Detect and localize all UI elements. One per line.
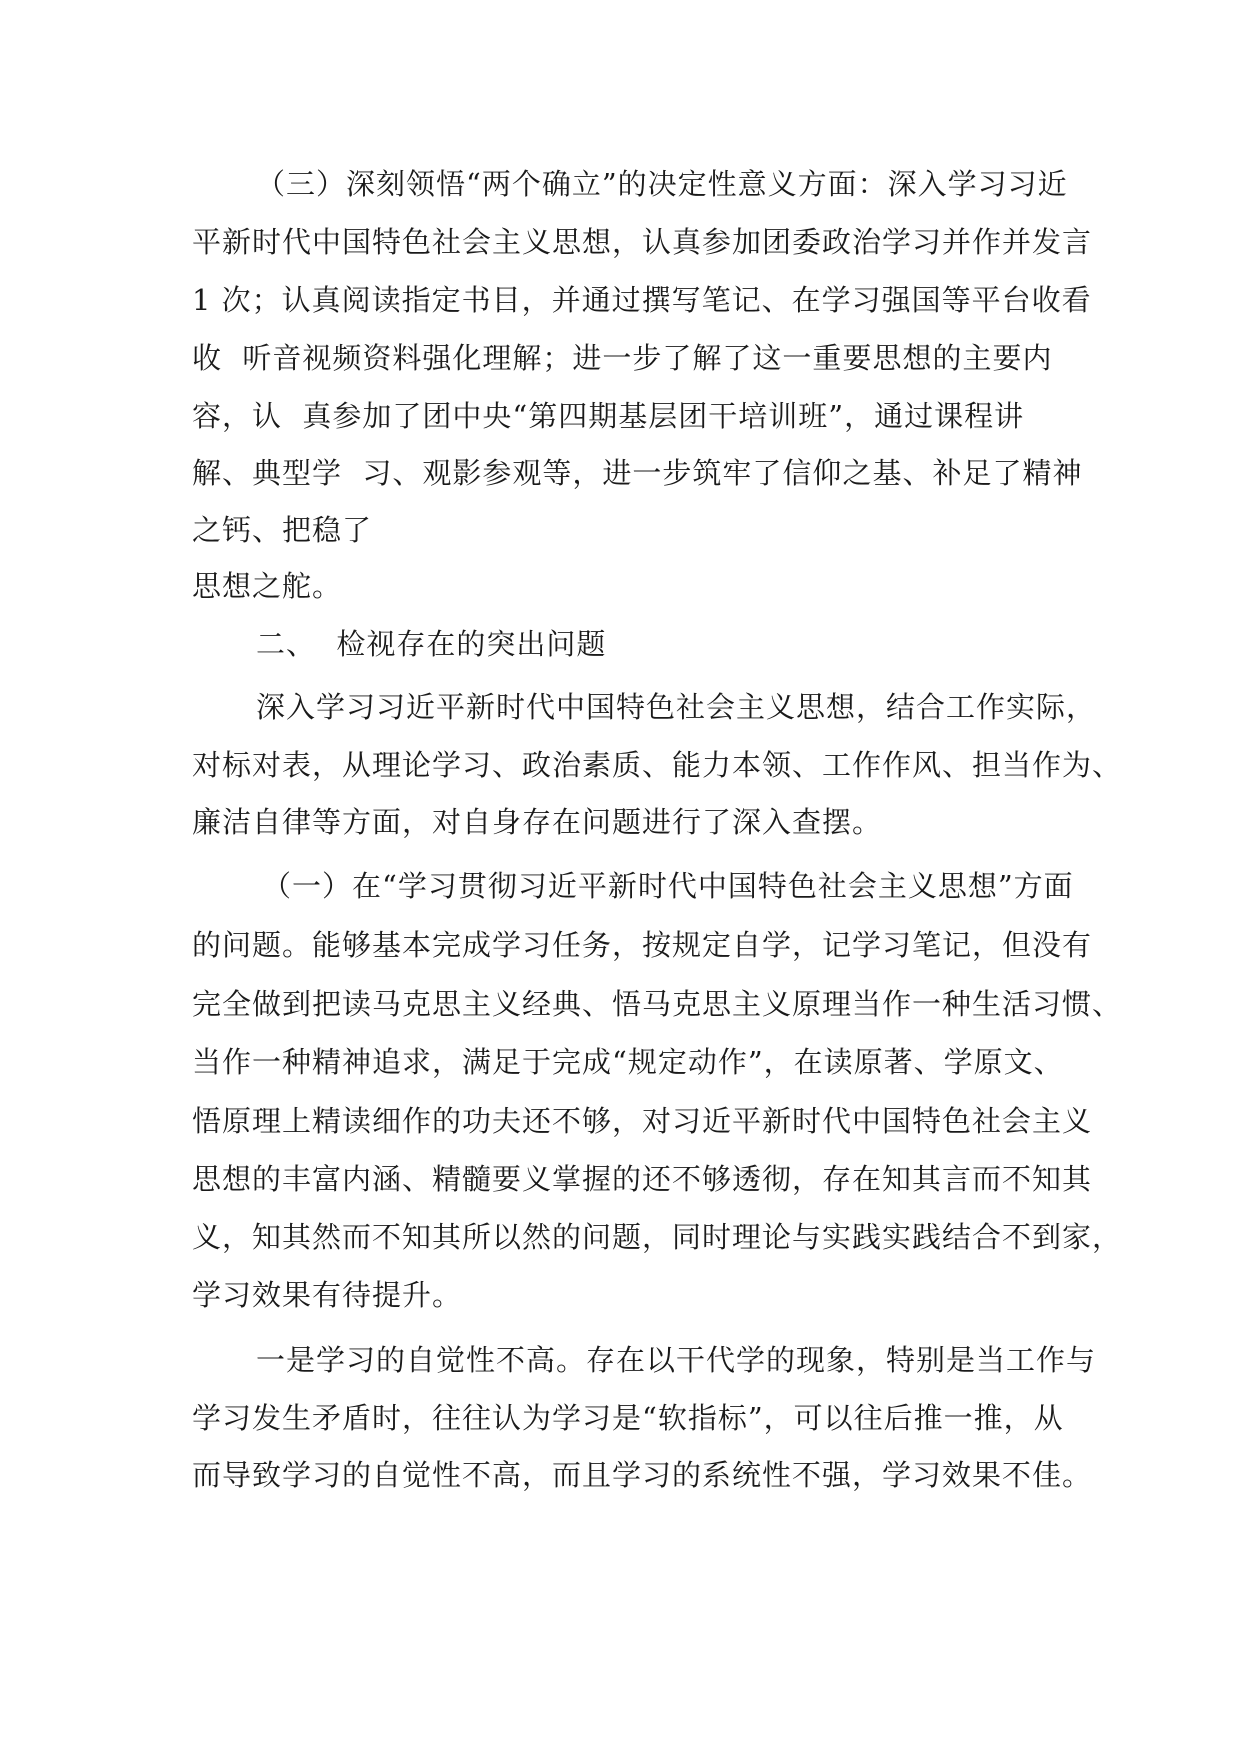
subsection-one-line: 悟原理上精读细作的功夫还不够，对习近平新时代中国特色社会主义: [192, 1104, 1093, 1138]
intro-line: 对标对表，从理论学习、政治素质、能力本领、工作作风、担当作为、: [192, 748, 1123, 782]
point-one-line: 而导致学习的自觉性不高，而且学习的系统性不强，学习效果不佳。: [192, 1458, 1093, 1492]
section-three-line: （三）深刻领悟“两个确立”的决定性意义方面：深入学习习近: [256, 167, 1068, 201]
section-three-line: 之钙、把稳了: [192, 513, 373, 547]
section-heading: 二、 检视存在的突出问题: [256, 627, 607, 661]
subsection-one-line: 当作一种精神追求，满足于完成“规定动作”，在读原著、学原文、: [192, 1045, 1064, 1079]
subsection-one-line: 思想的丰富内涵、精髓要义掌握的还不够透彻，存在知其言而不知其: [192, 1162, 1093, 1196]
subsection-one-line: 完全做到把读马克思主义经典、悟马克思主义原理当作一种生活习惯、: [192, 987, 1123, 1021]
section-three-line: 容，认 真参加了团中央“第四期基层团干培训班”，通过课程讲: [192, 399, 1025, 433]
subsection-one-line: 义，知其然而不知其所以然的问题，同时理论与实践实践结合不到家，: [192, 1220, 1123, 1254]
subsection-one-line: 学习效果有待提升。: [192, 1278, 463, 1312]
point-one-line: 一是学习的自觉性不高。存在以干代学的现象，特别是当工作与: [256, 1343, 1097, 1377]
section-three-line: 平新时代中国特色社会主义思想，认真参加团委政治学习并作并发言: [192, 225, 1093, 259]
section-three-line: 解、典型学 习、观影参观等，进一步筑牢了信仰之基、补足了精神: [192, 456, 1083, 490]
subsection-one-line: 的问题。能够基本完成学习任务，按规定自学，记学习笔记，但没有: [192, 928, 1093, 962]
section-three-line: 思想之舵。: [192, 569, 343, 603]
section-three-line: 收 听音视频资料强化理解；进一步了解了这一重要思想的主要内: [192, 341, 1053, 375]
point-one-line: 学习发生矛盾时，往往认为学习是“软指标”，可以往后推一推，从: [192, 1401, 1064, 1435]
intro-line: 深入学习习近平新时代中国特色社会主义思想，结合工作实际，: [256, 690, 1097, 724]
section-three-line: 1 次；认真阅读指定书目，并通过撰写笔记、在学习强国等平台收看: [192, 283, 1092, 317]
intro-line: 廉洁自律等方面，对自身存在问题进行了深入查摆。: [192, 805, 883, 839]
subsection-one-line: （一）在“学习贯彻习近平新时代中国特色社会主义思想”方面: [262, 869, 1074, 903]
